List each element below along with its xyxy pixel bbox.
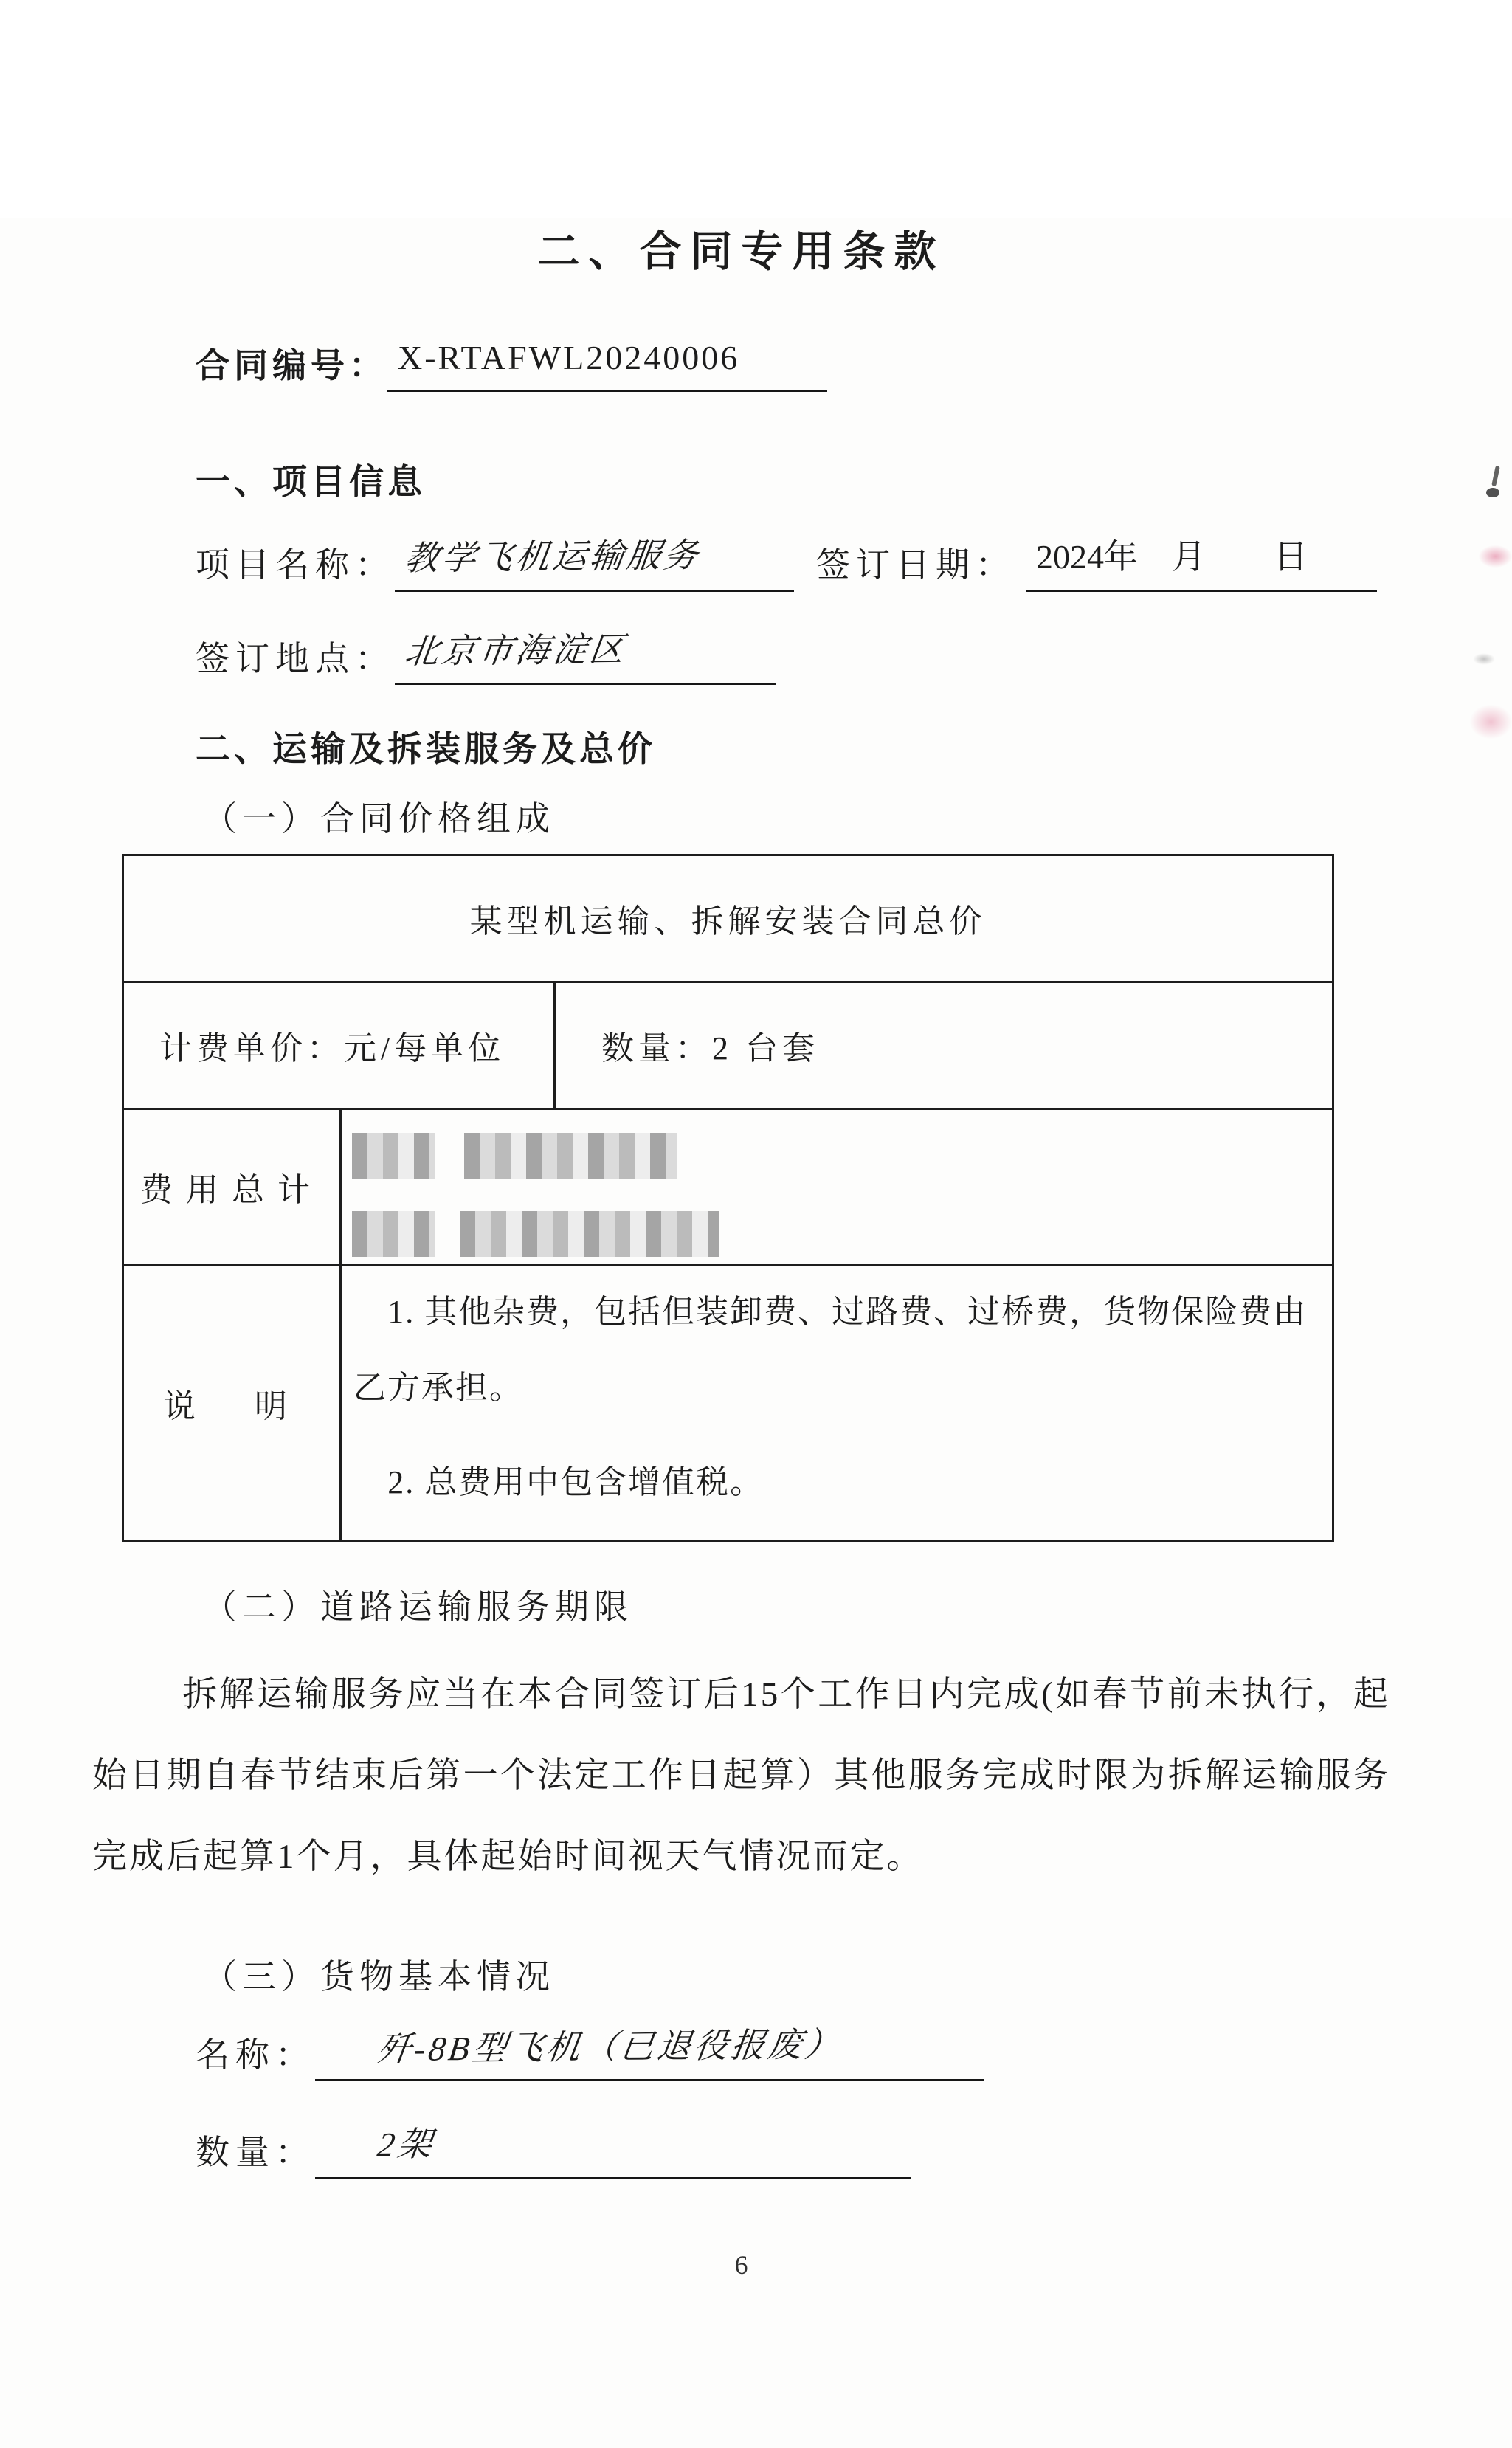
table-title-cell: 某型机运输、拆解安装合同总价 — [123, 855, 1333, 982]
table-row-total — [123, 1109, 1333, 1265]
project-name-label: 项目名称： — [196, 546, 395, 585]
redacted-mosaic-block — [460, 1211, 719, 1257]
redacted-mosaic-block — [352, 1133, 435, 1179]
goods-quantity-line — [196, 2118, 1390, 2179]
sign-place-line — [196, 624, 1390, 685]
goods-quantity-value: 2架 — [375, 2125, 438, 2164]
unit-price-cell: 计费单价：元/每单位 — [123, 982, 555, 1109]
notes-label-cell: 说 明 — [123, 1265, 341, 1540]
price-table — [122, 854, 1334, 1542]
goods-name-line — [196, 2021, 1390, 2081]
redacted-mosaic-block — [352, 1211, 435, 1257]
section-heading-project-info: 一、项目信息 — [196, 462, 426, 502]
sign-date-label: 签订日期： — [816, 546, 1015, 585]
document-title: 二、合同专用条款 — [537, 228, 945, 275]
redacted-amount-line-2 — [352, 1211, 1332, 1257]
quantity-cell: 数量：2 台套 — [555, 982, 1333, 1109]
note-item-2: 2. 总费用中包含增值税。 — [387, 1463, 764, 1500]
table-row-title — [123, 855, 1333, 982]
contract-number-value: X-RTAFWL20240006 — [398, 339, 740, 376]
project-name-value: 教学飞机运输服务 — [402, 537, 703, 578]
scanned-contract-page — [0, 218, 1512, 2448]
total-label-cell: 费用总计 — [123, 1109, 341, 1265]
sign-place-value: 北京市海淀区 — [402, 630, 629, 671]
notes-content-cell — [341, 1265, 1333, 1540]
section-heading-transport-price: 二、运输及拆装服务及总价 — [196, 728, 656, 768]
sub-heading-goods-info: （三）货物基本情况 — [203, 1957, 555, 1996]
contract-number-label: 合同编号： — [196, 346, 387, 385]
sub-heading-price-composition: （一）合同价格组成 — [203, 799, 555, 838]
total-value-cell — [341, 1109, 1333, 1265]
table-row-notes — [123, 1265, 1333, 1540]
service-period-paragraph: 拆解运输服务应当在本合同签订后15个工作日内完成(如春节前未执行，起始日期自春节结束后第一个法定工作日起算）其他服务完成时限为拆解运输服务完成后起算1个月，具体起始时间视天气情况而定。 — [92, 1675, 1390, 1876]
table-row-unit-qty — [123, 982, 1333, 1109]
sign-place-underline — [395, 624, 776, 685]
redacted-amount-line-1 — [352, 1133, 1332, 1179]
sign-date-underline — [1026, 531, 1377, 591]
note-item-1: 1. 其他杂费，包括但装卸费、过路费、过桥费，货物保险费由乙方承担。 — [353, 1293, 1308, 1407]
goods-quantity-label: 数量： — [196, 2134, 315, 2172]
sub-heading-service-period: （二）道路运输服务期限 — [203, 1588, 633, 1627]
project-name-line — [196, 531, 1390, 591]
contract-number-underline — [387, 331, 827, 392]
sign-date-value: 2024年 月 日 — [1036, 538, 1308, 576]
page-content — [0, 218, 1512, 2280]
page-number: 6 — [734, 2249, 748, 2280]
goods-name-underline — [315, 2021, 984, 2081]
sign-place-label: 签订地点： — [196, 639, 395, 677]
goods-name-label: 名称： — [196, 2035, 315, 2074]
redacted-mosaic-block — [464, 1133, 677, 1179]
goods-quantity-underline — [315, 2118, 911, 2179]
goods-name-value: 歼-8B型飞机（已退役报废） — [375, 2025, 845, 2069]
contract-number-line — [196, 331, 1390, 392]
project-name-underline — [395, 531, 794, 591]
